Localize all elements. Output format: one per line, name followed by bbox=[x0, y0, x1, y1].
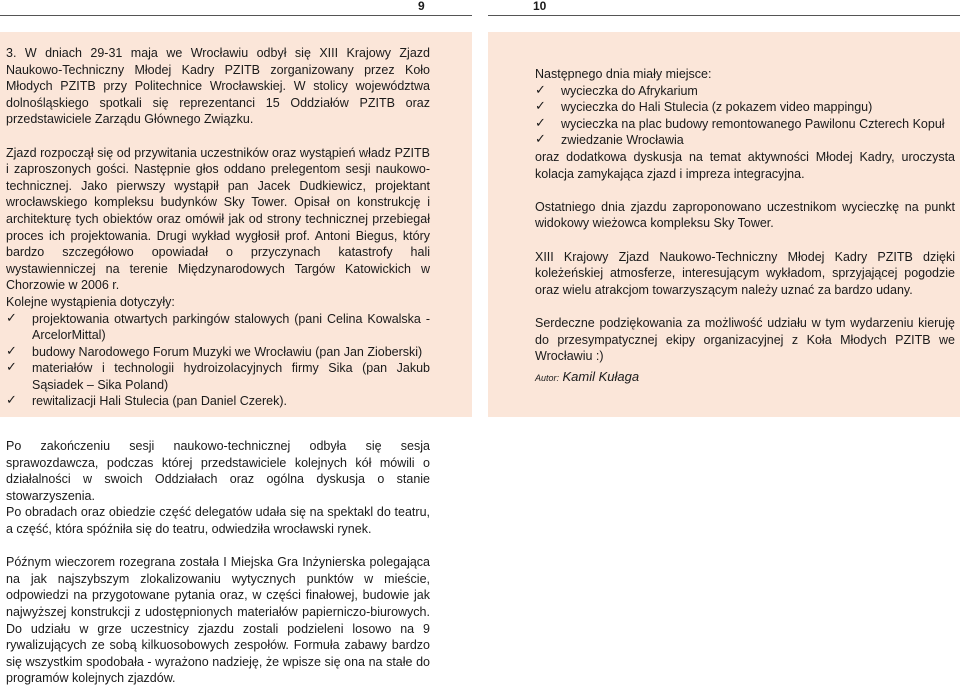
author-name: Kamil Kułaga bbox=[562, 368, 640, 384]
paragraph-thanks: Serdeczne podziękowania za możliwość udziału w tym wydarzeniu kieruję do przesympatycznej ekipy organizacyjnej z Koła Młodych PZITB we Wrocławiu :) bbox=[535, 315, 955, 364]
list-item: ✓ materiałów i technologii hydroizolacyjnych firmy Sika (pan Jakub Sąsiadek – Sika Poland) bbox=[6, 360, 430, 392]
paragraph-next-day: Następnego dnia miały miejsce: bbox=[535, 67, 712, 81]
checkmark-icon: ✓ bbox=[6, 360, 17, 376]
paragraph-session: Zjazd rozpoczął się od przywitania uczestników oraz wystąpień władz PZITB i zaproszonych gości. Następnie głos oddano prelegentom sesji naukowo-technicznej. Jako pierwszy wystąpił pan Jacek Dudkiewicz, projektant wrocławskiego kompleksu budynków Sky Tower. Opisał on konstrukcję i architekturę tych obiektów oraz omówił jak od strony technicznej przebiegał proces ich projektowania. Drugi wykład wygłosił prof. Antoni Biegus, który bardzo szczegółowo opowiadał o przyczynach katastrofy hali wystawienniczej na terenie Międzynarodowych Targów Katowickich w Chorzowie w 2006 r. bbox=[6, 145, 430, 293]
checkmark-icon: ✓ bbox=[535, 132, 546, 148]
left-bottom-column bbox=[6, 438, 430, 687]
checkmark-icon: ✓ bbox=[535, 99, 546, 115]
talks-checklist bbox=[6, 311, 430, 411]
checkmark-icon: ✓ bbox=[6, 310, 17, 326]
paragraph-city-game: Późnym wieczorem rozegrana została I Miejska Gra Inżynierska polegająca na jak najszybszym zlokalizowaniu wytycznych punktów w mieście, odpowiedzi na przygotowane pytania oraz, w części finałowej, budowie jak najwyższej konstrukcji z udostępnionych materiałów papierniczo-biurowych. Do udziału w grze uczestnicy zjazdu zostali podzieleni losowo na 9 rywalizujących ze sobą kilkuosobowych zespołów. Formuła zabawy bardzo się wszystkim spodobała - wyrażono nadzieję, że wpisze się ona na stałe do programów kolejnych zjazdów. bbox=[6, 555, 430, 686]
page-number-left: 9 bbox=[418, 0, 425, 13]
list-item: ✓ rewitalizacji Hali Stulecia (pan Daniel Czerek). bbox=[6, 393, 287, 409]
paragraph-theatre: Po obradach oraz obiedzie część delegatów udała się na spektakl do teatru, a część, która spóźniła się do teatru, odwiedziła wrocławski rynek. bbox=[6, 505, 430, 536]
list-item: ✓ wycieczka do Afrykarium bbox=[535, 82, 698, 98]
author-label: Autor: bbox=[535, 372, 560, 383]
author-line bbox=[535, 369, 955, 387]
list-item: ✓ budowy Narodowego Forum Muzyki we Wrocławiu (pan Jan Zioberski) bbox=[6, 343, 423, 359]
checkmark-icon: ✓ bbox=[535, 115, 546, 131]
paragraph-last-day: Ostatniego dnia zjazdu zaproponowano uczestnikom wycieczkę na punkt widokowy wieżowca kompleksu Sky Tower. bbox=[535, 199, 955, 231]
list-item: ✓ wycieczka na plac budowy remontowanego Pawilonu Czterech Kopuł bbox=[535, 115, 945, 131]
paragraph-summary: XIII Krajowy Zjazd Naukowo-Techniczny Młodej Kadry PZITB dzięki koleżeńskiej atmosferze, interesującym wykładom, sprzyjającej pogodzie oraz wielu atrakcjom towarzyszącym należy uznać za bardzo udany. bbox=[535, 249, 955, 297]
list-item: ✓ projektowania otwartych parkingów stalowych (pani Celina Kowalska - ArcelorMittal) bbox=[6, 310, 430, 343]
list-item: ✓ wycieczka do Hali Stulecia (z pokazem video mappingu) bbox=[535, 99, 873, 115]
right-column bbox=[535, 66, 955, 386]
header-rule-left bbox=[0, 15, 472, 16]
checkmark-icon: ✓ bbox=[6, 393, 17, 409]
checkmark-icon: ✓ bbox=[535, 82, 546, 98]
header-rule-right bbox=[488, 15, 960, 16]
list-item: ✓ zwiedzanie Wrocławia bbox=[535, 132, 684, 148]
paragraph-next-talks: Kolejne wystąpienia dotyczyły: bbox=[6, 294, 175, 309]
trips-checklist bbox=[535, 83, 955, 149]
paragraph-report-session: Po zakończeniu sesji naukowo-technicznej odbyła się sesja sprawozdawcza, podczas której przedstawiciele kolejnych kół mówili o działalności w swoich Oddziałach oraz ogólna dyskusja o stanie stowarzyszenia. bbox=[6, 439, 430, 503]
paragraph-discussion: oraz dodatkowa dyskusja na temat aktywności Młodej Kadry, uroczysta kolacja zamykająca zjazd i impreza integracyjna. bbox=[535, 149, 955, 181]
left-column bbox=[6, 45, 430, 410]
checkmark-icon: ✓ bbox=[6, 343, 17, 359]
page-number-right: 10 bbox=[533, 0, 547, 13]
paragraph-intro: 3. W dniach 29-31 maja we Wrocławiu odbył się XIII Krajowy Zjazd Naukowo-Techniczny Młodej Kadry PZITB zorganizowany przez Koło Młodych PZITB przy Politechnice Wrocławskiej. W stolicy województwa dolnośląskiego spotkali się reprezentanci 15 Oddziałów PZITB oraz przedstawiciele Zarządu Głównego Związku. bbox=[6, 46, 430, 127]
